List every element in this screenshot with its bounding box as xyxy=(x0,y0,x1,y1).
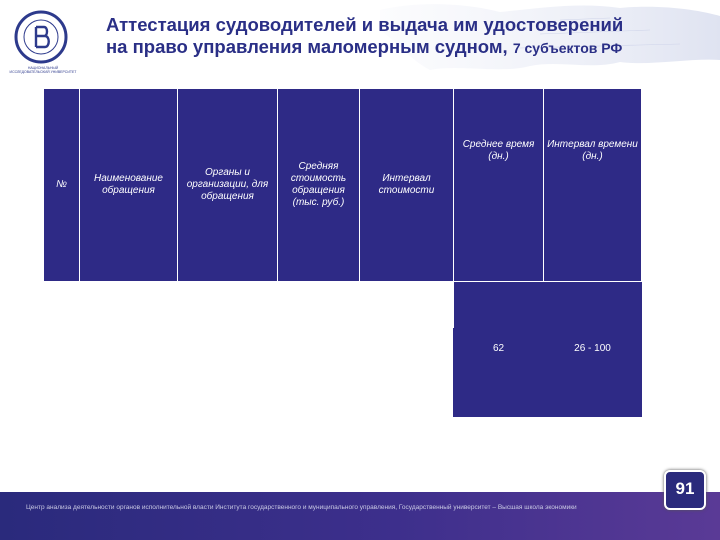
table-header-row xyxy=(44,89,642,282)
page-title xyxy=(106,14,706,59)
header-cell-org: Органы и организации, для обращения xyxy=(178,89,278,282)
logo-caption: НАЦИОНАЛЬНЫЙ ИССЛЕДОВАТЕЛЬСКИЙ УНИВЕРСИТЕТ xyxy=(9,66,77,74)
university-logo xyxy=(14,10,68,64)
header-cell-avg-cost: Средняя стоимость обращения (тыс. руб.) xyxy=(278,89,360,282)
header-cell-cost-interval: Интервал стоимости xyxy=(360,89,454,282)
row-org: Управление ГИМС xyxy=(178,328,278,417)
footer-text: Центр анализа деятельности органов исполнительной власти Института государственного и муниципального управления, Государственный университет – Высшая школа экономики xyxy=(26,504,577,511)
title-suffix: 7 субъектов РФ xyxy=(512,40,623,56)
row-org: Частная организация xyxy=(178,282,278,328)
page-number: 91 xyxy=(675,479,695,498)
footer-bar xyxy=(0,492,720,540)
time-interval-value: 26 - 100 xyxy=(544,282,642,417)
header-cell-time-interval: Интервал времени (дн.) xyxy=(544,89,642,282)
data-table xyxy=(43,88,642,417)
row-cost-interval: 4,87 - 7,1 xyxy=(360,282,454,328)
row-name: Обучение xyxy=(80,282,178,328)
avg-time-value: 62 xyxy=(454,282,544,417)
header-cell-avg-time: Среднее время (дн.) xyxy=(454,89,544,282)
row-number: 0 xyxy=(44,282,80,328)
header-cell-number: № xyxy=(44,89,80,282)
title-line-1: Аттестация судоводителей и выдача им удостоверений xyxy=(106,14,624,35)
page-number-badge xyxy=(664,470,706,510)
title-line-2 xyxy=(106,36,706,59)
row-avg-cost: 0,57 xyxy=(278,328,360,417)
row-number: 1 xyxy=(44,328,80,417)
row-avg-cost: 6,2 xyxy=(278,282,360,328)
title-line-2-main: на право управления маломерным судном, xyxy=(106,36,508,57)
row-name: Аттестации судоводителе й и выдаче удостоверения на право управления маломерным судном с мотором xyxy=(80,328,178,417)
row-cost-interval: 0,5 - 0,58 xyxy=(360,328,454,417)
table-row xyxy=(44,282,642,328)
header-cell-name: Наименование обращения xyxy=(80,89,178,282)
